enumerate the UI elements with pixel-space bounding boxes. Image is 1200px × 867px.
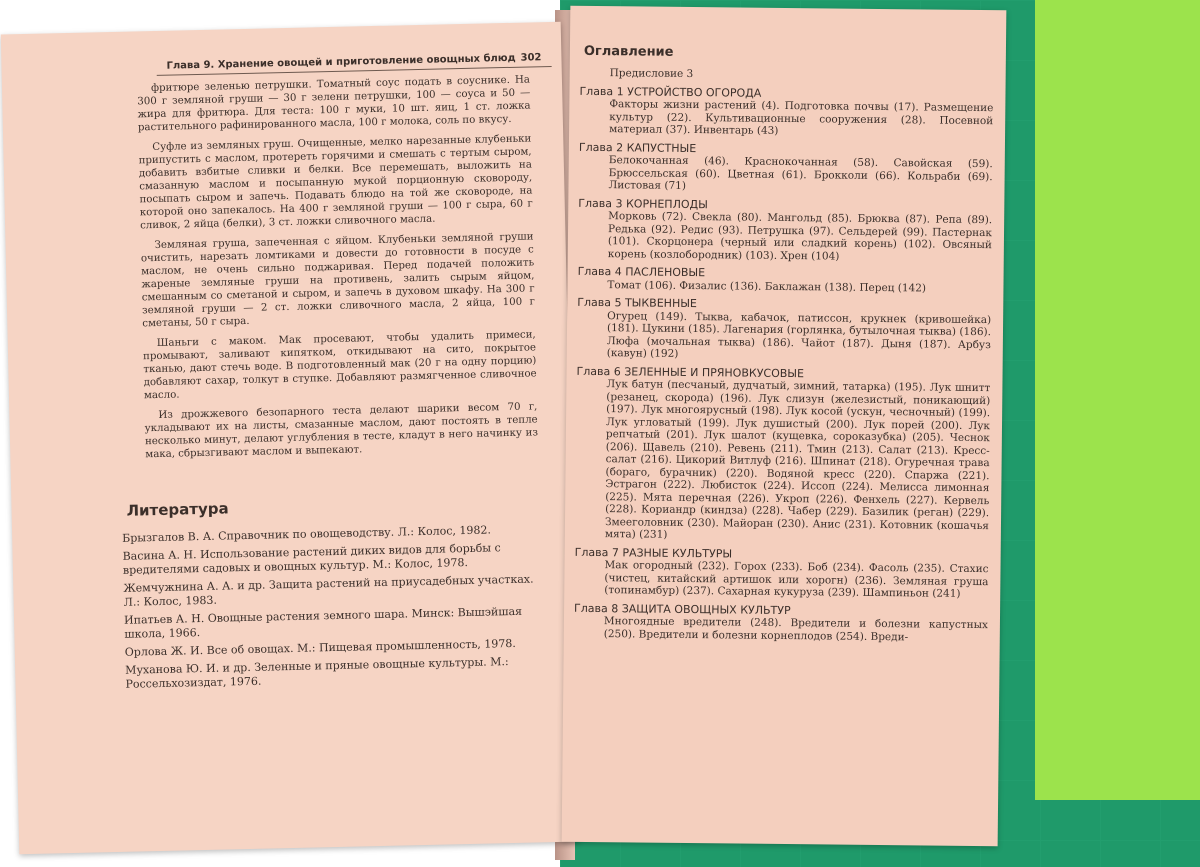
- chapter-heading: Глава 8 ЗАЩИТА ОВОЩНЫХ КУЛЬТУР: [574, 601, 791, 617]
- chapter-items: Белокочанная (46). Краснокочанная (58). Савойская (59). Брюссельская (60). Цветная (61). Брокколи (66). Кольраби (69). Листовая (71): [608, 154, 993, 192]
- chapter-items: Факторы жизни растений (4). Подготовка почвы (17). Размещение культур (22). Культивационные сооружения (28). Посевной материал (37). Инвентарь (43): [609, 98, 994, 137]
- left-page: [1, 22, 579, 854]
- chapter-items: Томат (106). Физалис (136). Баклажан (138). Перец (142): [607, 278, 927, 294]
- toc-preface: Предисловие 3: [609, 67, 694, 81]
- chapter-heading: Глава 5 ТЫКВЕННЫЕ: [577, 295, 697, 311]
- toc-chapter: [578, 197, 993, 264]
- chapter-items: Мак огородный (232). Горох (233). Боб (234). Фасоль (235). Стахис (чистец, китайский артишок или хорогн) (236). Земляная груша (топинамбур) (237). Сахарная кукуруза (239). Шампиньон (241): [604, 559, 989, 600]
- paragraph: фритюре зеленью петрушки. Томатный соус подать в соуснике. На 300 г земляной груши — 30 г зелени петрушки, 100 — соуса и 50 — жира для фритюра. Для теста: 100 г муки, 10 шт. яиц, 1 ст. ложка растительного рафинированного масла, 100 г молока, соль по вкусу.: [137, 74, 531, 134]
- toc-chapter: [579, 85, 994, 139]
- toc-chapter: [574, 546, 989, 600]
- literature-title: Литература: [126, 499, 229, 520]
- page-header: [156, 52, 551, 76]
- chapter-heading: Глава 4 ПАСЛЕНОВЫЕ: [577, 264, 706, 280]
- paragraph: Из дрожжевого безопарного теста делают шарики весом 70 г, укладывают их на листы, смазанные маслом, дают постоять в тепле несколько минут, делают углубления в тесте, кладут в него начинку из мака, сбрызгивают маслом и выпекают.: [144, 401, 539, 461]
- toc-chapter: [577, 266, 991, 295]
- chapter-items: Морковь (72). Свекла (80). Мангольд (85). Брюква (87). Репа (89). Редька (92). Редис (93). Петрушка (97). Сельдерей (99). Пастернак (101). Скорцонера (черный или сладкий корень) (102). Овсяный корень (козлобородник) (103). Хрен (104): [607, 210, 993, 263]
- chapter-heading: Глава 6 ЗЕЛЕННЫЕ И ПРЯНОВКУСОВЫЕ: [576, 364, 805, 380]
- toc-title: Оглавление: [583, 43, 674, 60]
- table-of-contents: [574, 67, 994, 644]
- chapter-items: Огурец (149). Тыква, кабачок, патиссон, крукнек (кривошейка) (181). Цукини (185). Лагенария (горлянка, бутылочная тыква) (186). Люфа (мочальная тыква) (186). Чайот (187). Дыня (187). Арбуз (кавун) (192): [606, 309, 992, 360]
- chapter-heading: Глава 7 РАЗНЫЕ КУЛЬТУРЫ: [574, 545, 733, 560]
- reference-item: Брызгалов В. А. Справочник по овощеводству. Л.: Колос, 1982.: [122, 523, 492, 545]
- page-number: 302: [520, 52, 542, 64]
- chapter-heading: Глава 3 КОРНЕПЛОДЫ: [578, 196, 708, 211]
- chapter-heading: Глава 1 УСТРОЙСТВО ОГОРОДА: [579, 84, 762, 100]
- paragraph: Шаньги с маком. Мак просевают, чтобы удалить примеси, промывают, заливают кипятком, откидывают на сито, покрытое тканью, дают стечь воде. В подготовленный мак (20 г на одну порцию) добавляют сахар, толкут в ступке. Добавляют размягченное сливочное масло.: [142, 329, 537, 402]
- header-title: Глава 9. Хранение овощей и приготовление овощных блюд: [166, 52, 516, 72]
- recipe-text: [137, 73, 538, 461]
- reference-item: Васина А. Н. Использование растений диких видов для борьбы с вредителями садовых и овощных культур. М.: Колос, 1978.: [122, 541, 501, 577]
- chapter-items: Лук батун (песчаный, дудчатый, зимний, татарка) (195). Лук шнитт (резанец, скорода) (196). Лук слизун (железистый, поникающий) (197). Лук многоярусный (198). Лук косой (ускун, чесночный) (199). Лук угловатый (199). Лук душистый (200). Лук порей (200). Лук репчатый (201). Лук шалот (кущевка, сороказубка) (205). Чеснок (206). Щавель (210). Ревень (211). Тмин (213). Салат (213). Кресс-салат (216). Цикорий Витлуф (216). Шпинат (218). Огуречная трава (бораго, бурачник) (220). Водяной кресс (220). Спаржа (221). Эстрагон (222). Любисток (224). Иссоп (224). Мелисса лимонная (225). Мята перечная (226). Укроп (226). Фенхель (227). Кервель (228). Кориандр (киндза) (228). Чабер (229). Базилик (реган) (229). Змееголовник (230). Майоран (230). Анис (231). Котовник (кошачья мята) (231): [604, 378, 991, 541]
- reference-item: Жемчужнина А. А. и др. Защита растений на приусадебных участках. Л.: Колос, 1983.: [123, 572, 534, 609]
- toc-chapter: [577, 297, 992, 364]
- reference-item: Ипатьев А. Н. Овощные растения земного шара. Минск: Вышэйшая школа, 1966.: [123, 604, 523, 641]
- toc-chapter: [574, 602, 988, 644]
- paragraph: Земляная груша, запеченная с яйцом. Клубеньки земляной груши очистить, нарезать ломтиками и довести до готовности в посуде с маслом, не очень сильно поджаривая. Перед подачей положить жареные земляные груши на противень, залить сырым яйцом, смешанным со сметаной и сыром, и запечь в духовом шкафу. На 300 г земляной груши — 2 ст. ложки сливочного масла, 2 яйца, 100 г сметаны, 50 г сыра.: [140, 231, 536, 330]
- reference-item: Орлова Ж. И. Все об овощах. М.: Пищевая промышленность, 1978.: [124, 636, 516, 659]
- chapter-items: Многоядные вредители (248). Вредители и болезни капустных (250). Вредители и болезни корнеплодов (254). Вреди-: [603, 615, 988, 643]
- cover-light-green-panel: [1035, 0, 1200, 800]
- reference-item: Муханова Ю. И. и др. Зеленные и пряные овощные культуры. М.: Россельхозиздат, 1976.: [125, 655, 509, 691]
- toc-chapter: [578, 141, 993, 195]
- paragraph: Суфле из земляных груш. Очищенные, мелко нарезанные клубеньки припустить с маслом, протереть горячими и смешать с тертым сыром, добавить взбитые сливки и белки. Все перемешать, выложить на смазанную маслом и посыпанную мукой порционную сковороду, посыпать сыром и запечь. Подавать блюдо на той же сковороде, на которой оно запекалось. На 400 г земляной груши — 100 г сыра, 60 г сливок, 2 яйца (белки), 3 ст. ложки сливочного масла.: [138, 133, 533, 232]
- chapter-heading: Глава 2 КАПУСТНЫЕ: [578, 140, 697, 155]
- toc-chapter: [575, 365, 991, 544]
- right-page: [562, 6, 1007, 847]
